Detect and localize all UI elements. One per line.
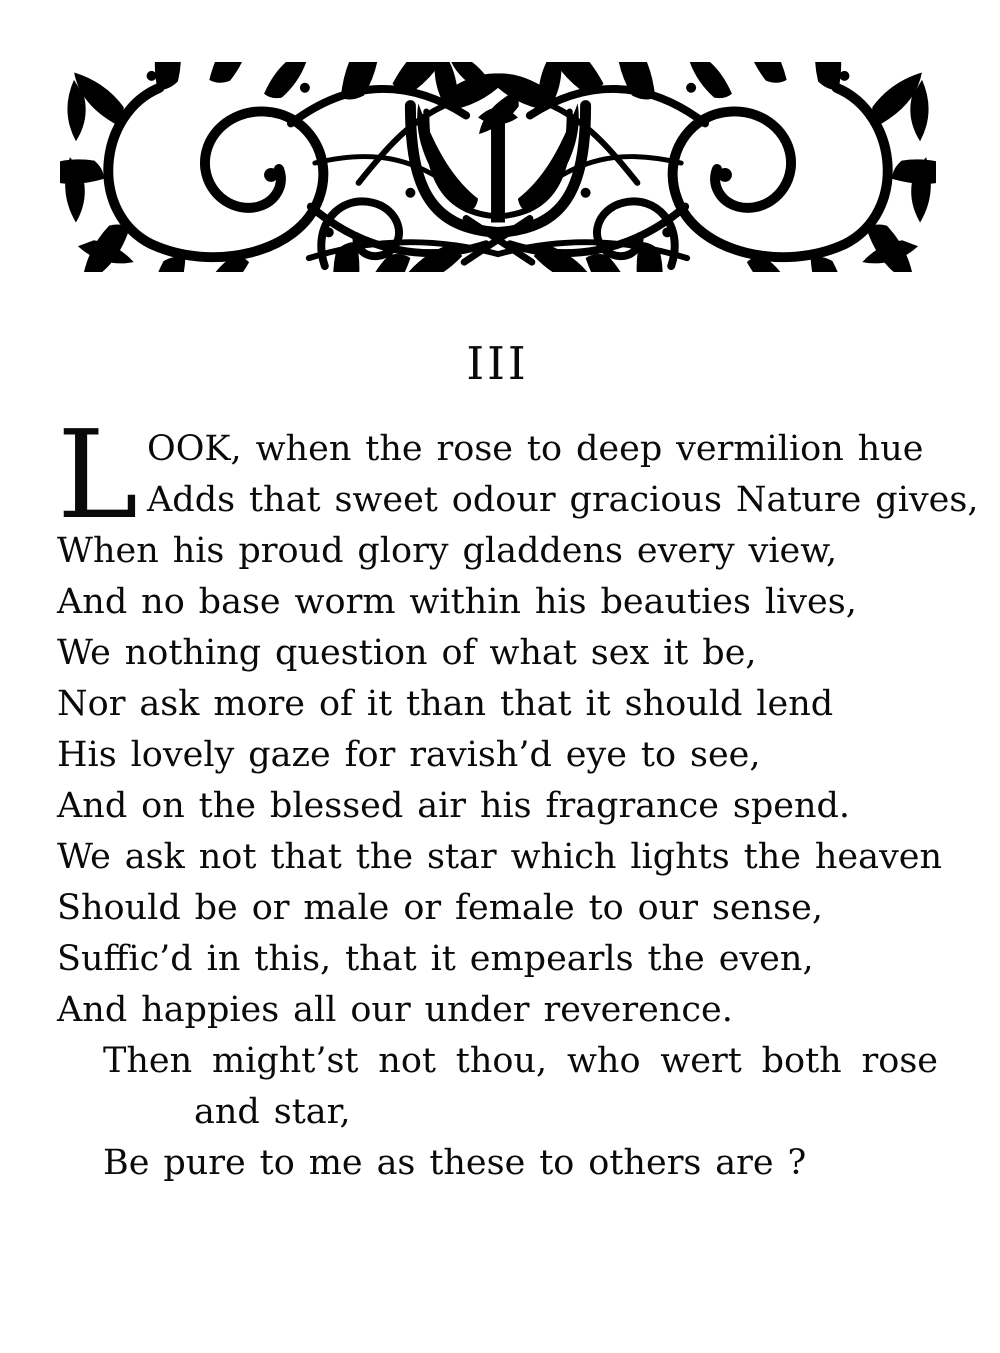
poem-line: We nothing question of what sex it be, (57, 633, 757, 673)
poem-number: III (466, 337, 529, 390)
poem-line-turnover: Be pure to me as these to others are ? (103, 1143, 807, 1183)
poem-line: Adds that sweet odour gracious Nature gives, (147, 480, 979, 520)
poem (57, 337, 979, 1189)
poem-line: We ask not that the star which lights the heaven (57, 837, 943, 877)
poem-line: Suffic’d in this, that it empearls the even, (57, 939, 814, 979)
poem-line: Nor ask more of it than that it should lend (57, 684, 834, 724)
poem-line: Should be or male or female to our sense, (57, 888, 823, 928)
floral-headpiece-ornament (60, 62, 936, 272)
poem-line: His lovely gaze for ravish’d eye to see, (57, 735, 761, 775)
poem-line-turnover: Then might’st not thou, who wert both rose (103, 1041, 938, 1081)
poem-line: OOK, when the rose to deep vermilion hue (147, 429, 924, 469)
poem-opening (57, 404, 979, 546)
drop-cap-initial: L (57, 404, 139, 546)
poem-line: And on the blessed air his fragrance spend. (57, 786, 851, 826)
poem-line: And happies all our under reverence. (57, 990, 733, 1030)
poem-line-turnover-continuation: and star, (194, 1092, 351, 1132)
poem-line: And no base worm within his beauties lives, (57, 582, 857, 622)
poem-line: When his proud glory gladdens every view, (57, 531, 838, 571)
